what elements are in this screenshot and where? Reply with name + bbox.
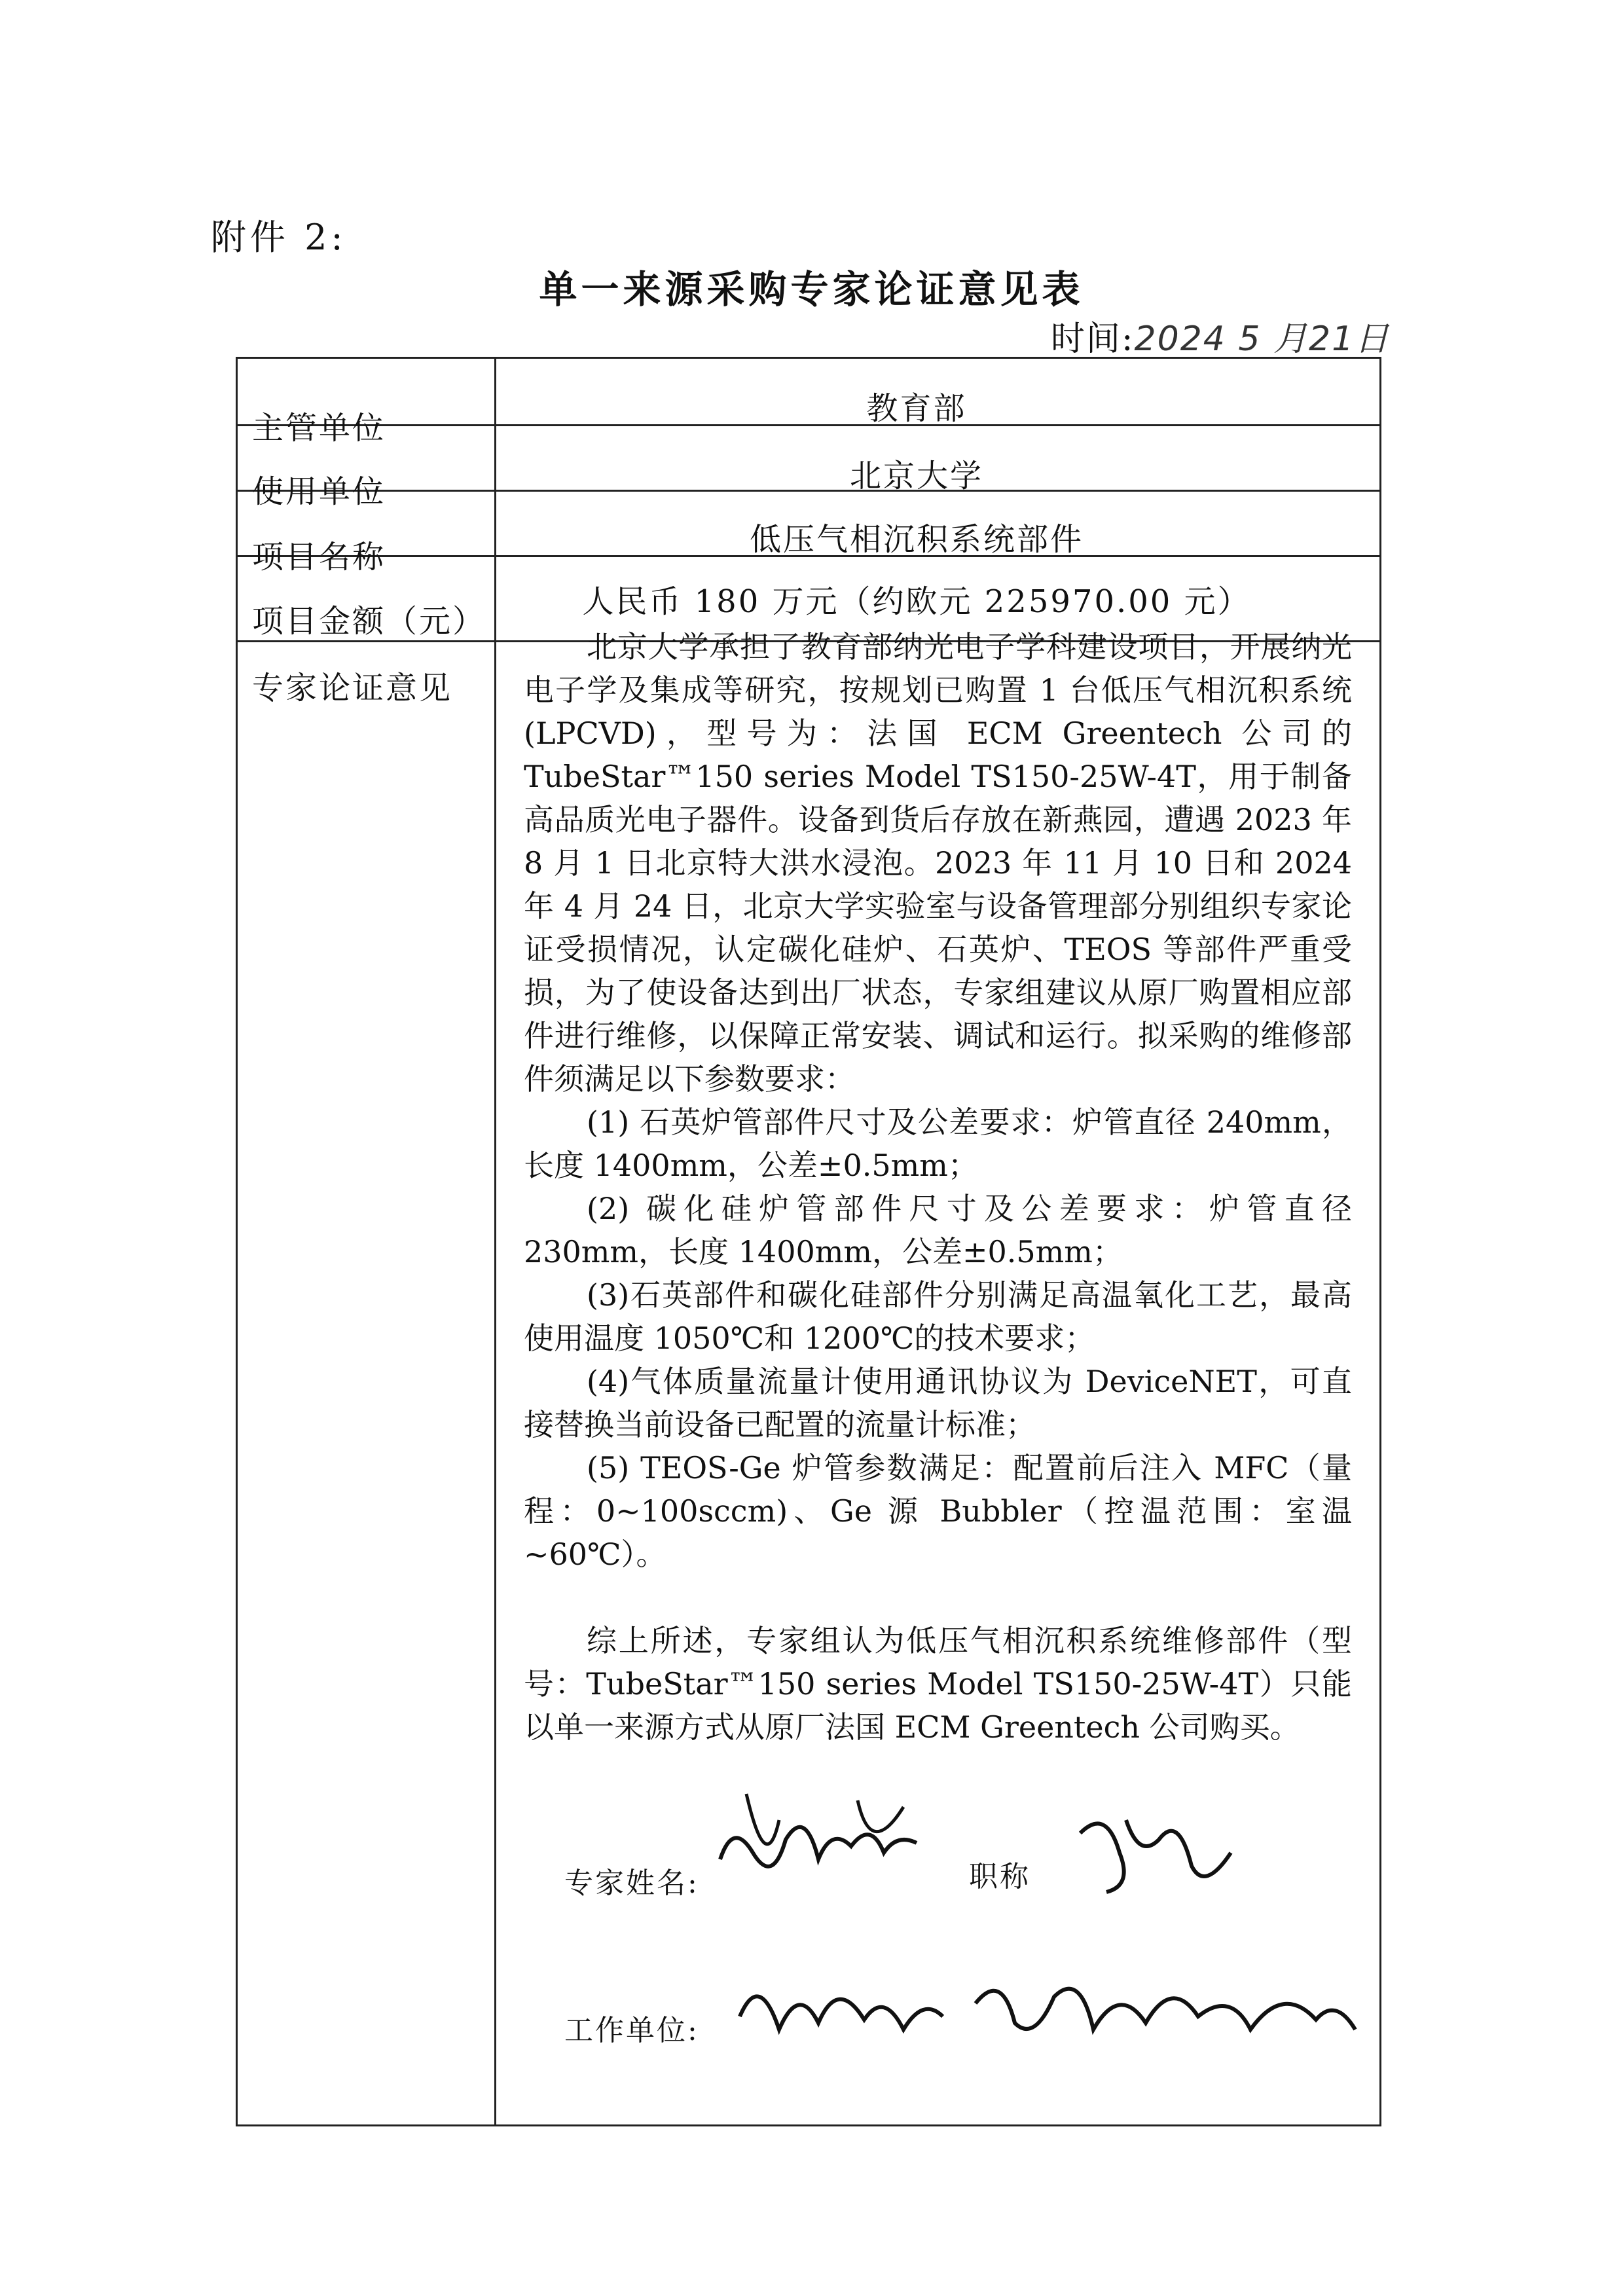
table-border-top xyxy=(236,357,1381,359)
label-project-amount: 项目金额（元） xyxy=(252,603,486,640)
expert-opinion-text xyxy=(524,625,1352,1749)
opinion-conclusion: 综上所述，专家组认为低压气相沉积系统维修部件（型号：TubeStar™150 series Model TS150-25W-4T）只能以单一来源方式从原厂法国 ECM Greentech 公司购买。 xyxy=(524,1623,1352,1745)
opinion-paragraph: (4)气体质量流量计使用通讯协议为 DeviceNET，可直接替换当前设备已配置的流量计标准； xyxy=(524,1364,1352,1442)
label-expert-opinion: 专家论证意见 xyxy=(252,670,453,706)
work-unit-scribble xyxy=(727,1958,1368,2056)
table-border-left xyxy=(236,357,238,2126)
column-divider xyxy=(494,357,496,2126)
page-title: 单一来源采购专家论证意见表 xyxy=(539,267,1084,312)
date-handwritten: 2024 5 月21日 xyxy=(1134,319,1391,359)
date-label: 时间: xyxy=(1051,319,1135,359)
opinion-paragraph: (5) TEOS-Ge 炉管参数满足：配置前后注入 MFC（量程：0~100sccm)、Ge 源 Bubbler（控温范围：室温~60℃）。 xyxy=(524,1450,1353,1572)
date-line xyxy=(1051,311,1390,360)
expert-signature-scribble xyxy=(707,1781,923,1892)
work-unit-label: 工作单位: xyxy=(564,2014,699,2047)
opinion-paragraph: (3)石英部件和碳化硅部件分别满足高温氧化工艺，最高使用温度 1050℃和 1200℃的技术要求； xyxy=(524,1277,1352,1356)
value-user-unit: 北京大学 xyxy=(849,458,983,494)
value-project-name: 低压气相沉积系统部件 xyxy=(749,521,1084,558)
value-supervising-unit: 教育部 xyxy=(866,390,967,427)
expert-name-label: 专家姓名: xyxy=(564,1867,699,1900)
label-supervising-unit: 主管单位 xyxy=(252,410,386,446)
table-border-right xyxy=(1379,357,1381,2126)
opinion-paragraph: (1) 石英炉管部件尺寸及公差要求：炉管直径 240mm，长度 1400mm，公差±0.5mm； xyxy=(524,1104,1352,1183)
value-project-amount: 人民币 180 万元（约欧元 225970.00 元） xyxy=(582,583,1251,620)
title-signature-scribble xyxy=(1067,1794,1237,1899)
table-border-bottom xyxy=(236,2124,1381,2126)
annex-label: 附件 2: xyxy=(211,217,347,258)
title-label: 职称 xyxy=(969,1860,1030,1893)
label-project-name: 项目名称 xyxy=(252,539,386,575)
label-user-unit: 使用单位 xyxy=(252,473,386,510)
opinion-paragraph: (2) 碳化硅炉管部件尺寸及公差要求：炉管直径 230mm，长度 1400mm，公差±0.5mm； xyxy=(524,1191,1352,1269)
opinion-paragraph: 北京大学承担了教育部纳光电子学科建设项目，开展纳光电子学及集成等研究，按规划已购置 1 台低压气相沉积系统(LPCVD)，型号为：法国 ECM Greentech 公司的 TubeStar™150 series Model TS150-25W-4T，用于制备高品质光电子器件。设备到货后存放在新燕园，遭遇 2023 年 8 月 1 日北京特大洪水浸泡。2023 年 11 月 10 日和 2024 年 4 月 24 日，北京大学实验室与设备管理部分别组织专家论证受损情况，认定碳化硅炉、石英炉、TEOS 等部件严重受损，为了使设备达到出厂状态，专家组建议从原厂购置相应部件进行维修，以保障正常安装、调试和运行。拟采购的维修部件须满足以下参数要求： xyxy=(524,629,1352,1097)
